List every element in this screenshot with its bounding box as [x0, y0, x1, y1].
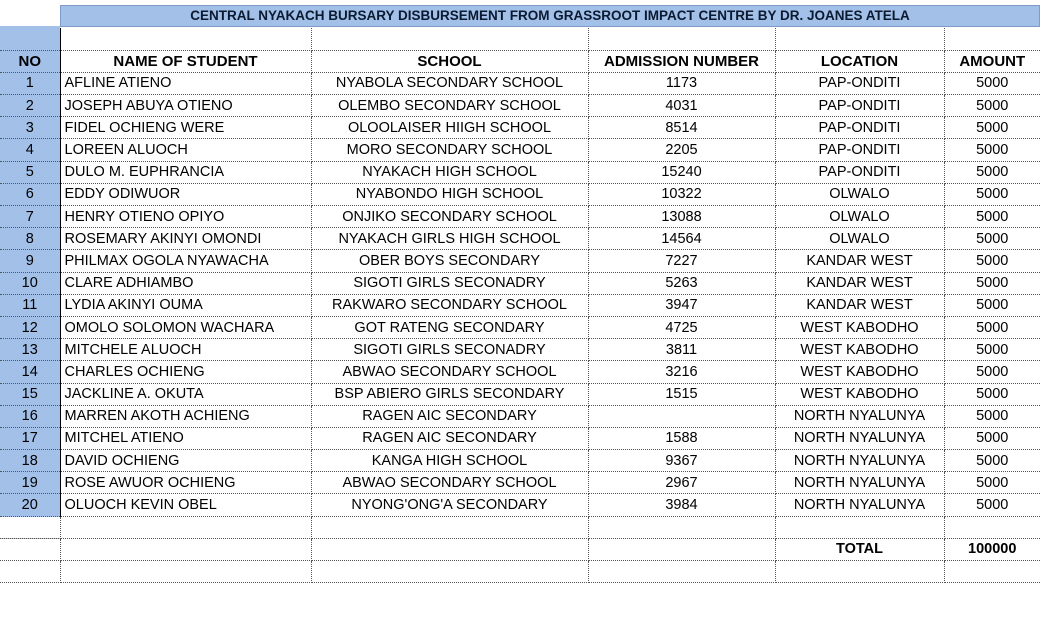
cell-location[interactable]: KANDAR WEST [775, 294, 944, 316]
cell-school[interactable]: KANGA HIGH SCHOOL [311, 450, 588, 472]
empty-cell[interactable] [0, 516, 60, 538]
cell-name[interactable]: MITCHEL ATIENO [60, 427, 311, 449]
cell-name[interactable]: LOREEN ALUOCH [60, 139, 311, 161]
empty-cell[interactable] [311, 516, 588, 538]
cell-location[interactable]: PAP-ONDITI [775, 139, 944, 161]
header-no[interactable]: NO [0, 50, 60, 72]
cell-amount[interactable]: 5000 [944, 405, 1040, 427]
cell-admission[interactable]: 2205 [588, 139, 775, 161]
cell-amount[interactable]: 5000 [944, 72, 1040, 94]
cell-amount[interactable]: 5000 [944, 139, 1040, 161]
header-admission[interactable]: ADMISSION NUMBER [588, 50, 775, 72]
cell-amount[interactable]: 5000 [944, 494, 1040, 516]
cell-amount[interactable]: 5000 [944, 450, 1040, 472]
cell-school[interactable]: RAKWARO SECONDARY SCHOOL [311, 294, 588, 316]
cell-school[interactable]: RAGEN AIC SECONDARY [311, 427, 588, 449]
cell-admission[interactable]: 4725 [588, 316, 775, 338]
cell-no[interactable]: 1 [0, 72, 60, 94]
cell-no[interactable]: 20 [0, 494, 60, 516]
cell-name[interactable]: JACKLINE A. OKUTA [60, 383, 311, 405]
cell-admission[interactable]: 2967 [588, 472, 775, 494]
cell-no[interactable]: 11 [0, 294, 60, 316]
cell-no[interactable]: 4 [0, 139, 60, 161]
cell-name[interactable]: DAVID OCHIENG [60, 450, 311, 472]
cell-name[interactable]: LYDIA AKINYI OUMA [60, 294, 311, 316]
cell-location[interactable]: PAP-ONDITI [775, 72, 944, 94]
table-row [0, 494, 1040, 516]
cell-school[interactable]: SIGOTI GIRLS SECONADRY [311, 339, 588, 361]
cell-location[interactable]: OLWALO [775, 228, 944, 250]
cell-no[interactable]: 16 [0, 405, 60, 427]
empty-cell[interactable] [311, 538, 588, 560]
cell-location[interactable]: WEST KABODHO [775, 339, 944, 361]
cell-admission[interactable]: 3947 [588, 294, 775, 316]
cell-no[interactable]: 2 [0, 95, 60, 117]
cell-location[interactable]: PAP-ONDITI [775, 161, 944, 183]
cell-admission[interactable]: 1515 [588, 383, 775, 405]
cell-school[interactable]: BSP ABIERO GIRLS SECONDARY [311, 383, 588, 405]
cell-no[interactable]: 13 [0, 339, 60, 361]
cell-amount[interactable]: 5000 [944, 228, 1040, 250]
table-row [0, 161, 1040, 183]
cell-name[interactable]: EDDY ODIWUOR [60, 183, 311, 205]
bursary-table [0, 28, 1040, 583]
cell-name[interactable]: FIDEL OCHIENG WERE [60, 117, 311, 139]
cell-location[interactable]: OLWALO [775, 206, 944, 228]
cell-school[interactable]: NYONG'ONG'A SECONDARY [311, 494, 588, 516]
cell-no[interactable]: 14 [0, 361, 60, 383]
cell-school[interactable]: ABWAO SECONDARY SCHOOL [311, 361, 588, 383]
cell-admission[interactable]: 4031 [588, 95, 775, 117]
cell-location[interactable]: WEST KABODHO [775, 361, 944, 383]
cell-admission[interactable]: 3216 [588, 361, 775, 383]
cell-location[interactable]: NORTH NYALUNYA [775, 405, 944, 427]
empty-cell[interactable] [0, 561, 60, 583]
cell-admission[interactable]: 13088 [588, 206, 775, 228]
cell-location[interactable]: PAP-ONDITI [775, 95, 944, 117]
cell-name[interactable]: HENRY OTIENO OPIYO [60, 206, 311, 228]
table-row [0, 294, 1040, 316]
cell-school[interactable]: OLOOLAISER HIIGH SCHOOL [311, 117, 588, 139]
cell-location[interactable]: WEST KABODHO [775, 383, 944, 405]
cell-admission[interactable]: 9367 [588, 450, 775, 472]
table-row [0, 450, 1040, 472]
total-amount[interactable]: 100000 [944, 538, 1040, 560]
cell-name[interactable]: MITCHELE ALUOCH [60, 339, 311, 361]
empty-cell[interactable] [588, 538, 775, 560]
cell-amount[interactable]: 5000 [944, 427, 1040, 449]
cell-admission[interactable]: 8514 [588, 117, 775, 139]
cell-name[interactable]: ROSEMARY AKINYI OMONDI [60, 228, 311, 250]
cell-name[interactable]: PHILMAX OGOLA NYAWACHA [60, 250, 311, 272]
cell-school[interactable]: ONJIKO SECONDARY SCHOOL [311, 206, 588, 228]
header-row [0, 50, 1040, 72]
empty-cell[interactable] [588, 516, 775, 538]
cell-no[interactable]: 18 [0, 450, 60, 472]
cell-location[interactable]: KANDAR WEST [775, 272, 944, 294]
table-row [0, 272, 1040, 294]
cell-name[interactable]: CHARLES OCHIENG [60, 361, 311, 383]
cell-amount[interactable]: 5000 [944, 294, 1040, 316]
cell-amount[interactable]: 5000 [944, 472, 1040, 494]
table-row [0, 183, 1040, 205]
empty-cell[interactable] [588, 561, 775, 583]
table-row [0, 316, 1040, 338]
cell-no[interactable]: 3 [0, 117, 60, 139]
cell-no[interactable]: 8 [0, 228, 60, 250]
cell-location[interactable]: NORTH NYALUNYA [775, 427, 944, 449]
table-row [0, 95, 1040, 117]
table-row [0, 117, 1040, 139]
blank-row [0, 28, 1040, 50]
cell-school[interactable]: MORO SECONDARY SCHOOL [311, 139, 588, 161]
cell-school[interactable]: SIGOTI GIRLS SECONADRY [311, 272, 588, 294]
cell-amount[interactable]: 5000 [944, 183, 1040, 205]
cell-school[interactable]: GOT RATENG SECONDARY [311, 316, 588, 338]
cell-school[interactable]: NYAKACH HIGH SCHOOL [311, 161, 588, 183]
cell-school[interactable]: OBER BOYS SECONDARY [311, 250, 588, 272]
header-name[interactable]: NAME OF STUDENT [60, 50, 311, 72]
cell-name[interactable]: OLUOCH KEVIN OBEL [60, 494, 311, 516]
cell-location[interactable]: NORTH NYALUNYA [775, 472, 944, 494]
cell-no[interactable]: 9 [0, 250, 60, 272]
cell-name[interactable]: DULO M. EUPHRANCIA [60, 161, 311, 183]
empty-cell[interactable] [0, 538, 60, 560]
cell-name[interactable]: OMOLO SOLOMON WACHARA [60, 316, 311, 338]
cell-location[interactable]: KANDAR WEST [775, 250, 944, 272]
header-school[interactable]: SCHOOL [311, 50, 588, 72]
cell-no[interactable]: 15 [0, 383, 60, 405]
total-row [0, 538, 1040, 560]
table-row [0, 383, 1040, 405]
empty-cell[interactable] [311, 561, 588, 583]
cell-admission[interactable]: 10322 [588, 183, 775, 205]
total-label[interactable]: TOTAL [775, 538, 944, 560]
cell-location[interactable]: OLWALO [775, 183, 944, 205]
header-location[interactable]: LOCATION [775, 50, 944, 72]
cell-location[interactable]: NORTH NYALUNYA [775, 494, 944, 516]
table-row [0, 339, 1040, 361]
empty-cell[interactable] [60, 516, 311, 538]
cell-amount[interactable]: 5000 [944, 206, 1040, 228]
blank-row [0, 561, 1040, 583]
cell-admission[interactable]: 1588 [588, 427, 775, 449]
cell-amount[interactable]: 5000 [944, 383, 1040, 405]
cell-name[interactable]: JOSEPH ABUYA OTIENO [60, 95, 311, 117]
cell-amount[interactable]: 5000 [944, 161, 1040, 183]
cell-no[interactable]: 7 [0, 206, 60, 228]
table-row [0, 472, 1040, 494]
cell-amount[interactable]: 5000 [944, 339, 1040, 361]
cell-school[interactable]: NYAKACH GIRLS HIGH SCHOOL [311, 228, 588, 250]
cell-school[interactable]: NYABONDO HIGH SCHOOL [311, 183, 588, 205]
cell-amount[interactable]: 5000 [944, 117, 1040, 139]
cell-amount[interactable]: 5000 [944, 361, 1040, 383]
empty-cell[interactable] [944, 561, 1040, 583]
table-row [0, 427, 1040, 449]
cell-name[interactable]: AFLINE ATIENO [60, 72, 311, 94]
empty-cell[interactable] [944, 516, 1040, 538]
table-row [0, 228, 1040, 250]
cell-amount[interactable]: 5000 [944, 272, 1040, 294]
cell-no[interactable]: 17 [0, 427, 60, 449]
empty-cell[interactable] [60, 538, 311, 560]
cell-amount[interactable]: 5000 [944, 95, 1040, 117]
cell-school[interactable]: RAGEN AIC SECONDARY [311, 405, 588, 427]
cell-school[interactable]: ABWAO SECONDARY SCHOOL [311, 472, 588, 494]
cell-admission[interactable]: 3984 [588, 494, 775, 516]
table-row [0, 361, 1040, 383]
cell-admission[interactable]: 1173 [588, 72, 775, 94]
cell-location[interactable]: WEST KABODHO [775, 316, 944, 338]
cell-admission[interactable]: 5263 [588, 272, 775, 294]
cell-name[interactable]: MARREN AKOTH ACHIENG [60, 405, 311, 427]
cell-admission[interactable]: 7227 [588, 250, 775, 272]
cell-school[interactable]: OLEMBO SECONDARY SCHOOL [311, 95, 588, 117]
table-row [0, 72, 1040, 94]
empty-cell[interactable] [775, 561, 944, 583]
cell-school[interactable]: NYABOLA SECONDARY SCHOOL [311, 72, 588, 94]
empty-cell[interactable] [60, 561, 311, 583]
blank-row [0, 516, 1040, 538]
table-row [0, 405, 1040, 427]
cell-location[interactable]: PAP-ONDITI [775, 117, 944, 139]
cell-admission[interactable]: 15240 [588, 161, 775, 183]
table-row [0, 139, 1040, 161]
cell-name[interactable]: ROSE AWUOR OCHIENG [60, 472, 311, 494]
cell-no[interactable]: 12 [0, 316, 60, 338]
cell-no[interactable]: 19 [0, 472, 60, 494]
cell-admission[interactable]: 3811 [588, 339, 775, 361]
cell-location[interactable]: NORTH NYALUNYA [775, 450, 944, 472]
table-row [0, 206, 1040, 228]
cell-amount[interactable]: 5000 [944, 250, 1040, 272]
empty-cell[interactable] [775, 516, 944, 538]
cell-no[interactable]: 10 [0, 272, 60, 294]
cell-admission[interactable] [588, 405, 775, 427]
cell-no[interactable]: 6 [0, 183, 60, 205]
table-row [0, 250, 1040, 272]
header-amount[interactable]: AMOUNT [944, 50, 1040, 72]
cell-admission[interactable]: 14564 [588, 228, 775, 250]
sheet-title[interactable]: CENTRAL NYAKACH BURSARY DISBURSEMENT FROM GRASSROOT IMPACT CENTRE BY DR. JOANES ATELA [60, 5, 1040, 27]
cell-amount[interactable]: 5000 [944, 316, 1040, 338]
cell-name[interactable]: CLARE ADHIAMBO [60, 272, 311, 294]
cell-no[interactable]: 5 [0, 161, 60, 183]
